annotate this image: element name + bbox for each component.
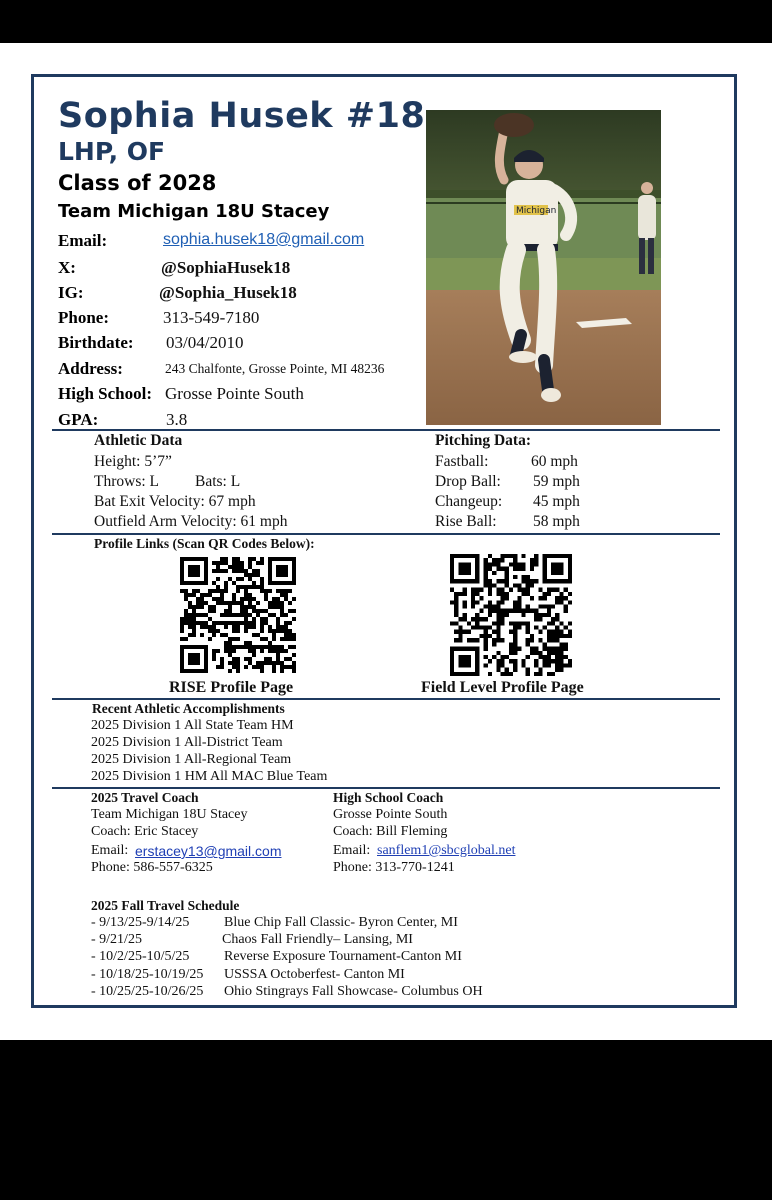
divider bbox=[52, 787, 720, 789]
hs-coach-phone: Phone: 313-770-1241 bbox=[333, 860, 455, 875]
phone-value: 313-549-7180 bbox=[163, 308, 260, 327]
travel-coach-title: 2025 Travel Coach bbox=[91, 790, 199, 805]
schedule-dates: - 9/13/25-9/14/25 bbox=[91, 915, 190, 930]
schedule-dates: - 10/25/25-10/26/25 bbox=[91, 984, 204, 999]
pitch-name: Rise Ball: bbox=[435, 513, 497, 530]
travel-coach-email-link[interactable]: erstacey13@gmail.com bbox=[135, 843, 282, 859]
field-level-qr-code[interactable] bbox=[450, 554, 572, 676]
hs-coach-email-label: Email: bbox=[333, 843, 371, 858]
pitch-name: Changeup: bbox=[435, 493, 503, 510]
hs-coach-school: Grosse Pointe South bbox=[333, 807, 448, 822]
high-school-value: Grosse Pointe South bbox=[165, 384, 304, 403]
schedule-dates: - 10/18/25-10/19/25 bbox=[91, 967, 204, 982]
hs-coach-email-link[interactable]: sanflem1@sbcglobal.net bbox=[377, 843, 516, 858]
email-link[interactable]: sophia.husek18@gmail.com bbox=[163, 231, 365, 248]
x-label: X: bbox=[58, 258, 76, 277]
hs-coach-name: Coach: Bill Fleming bbox=[333, 824, 448, 839]
address-label: Address: bbox=[58, 359, 123, 378]
class-year: Class of 2028 bbox=[58, 171, 217, 195]
schedule-event: Reverse Exposure Tournament-Canton MI bbox=[224, 949, 462, 964]
pitch-name: Drop Ball: bbox=[435, 473, 501, 490]
travel-coach-email-label: Email: bbox=[91, 843, 129, 858]
email-label: Email: bbox=[58, 231, 108, 250]
divider bbox=[52, 429, 720, 431]
ig-handle: @Sophia_Husek18 bbox=[159, 283, 297, 302]
divider bbox=[52, 698, 720, 700]
hs-coach-title: High School Coach bbox=[333, 790, 444, 805]
profile-links-title: Profile Links (Scan QR Codes Below): bbox=[94, 536, 315, 551]
schedule-event: Ohio Stingrays Fall Showcase- Columbus OH bbox=[224, 984, 483, 999]
outfield-arm-velocity: Outfield Arm Velocity: 61 mph bbox=[94, 513, 288, 530]
divider bbox=[52, 533, 720, 535]
phone-label: Phone: bbox=[58, 308, 109, 327]
schedule-dates: - 10/2/25-10/5/25 bbox=[91, 949, 190, 964]
pitch-speed: 59 mph bbox=[533, 473, 580, 490]
throws: Throws: L bbox=[94, 473, 160, 490]
accomplishment-item: 2025 Division 1 All-District Team bbox=[91, 735, 283, 750]
schedule-event: USSSA Octoberfest- Canton MI bbox=[224, 967, 405, 982]
high-school-label: High School: bbox=[58, 384, 152, 403]
gpa-label: GPA: bbox=[58, 410, 99, 429]
accomplishment-item: 2025 Division 1 All State Team HM bbox=[91, 718, 294, 733]
pitch-speed: 58 mph bbox=[533, 513, 580, 530]
travel-coach-name: Coach: Eric Stacey bbox=[91, 824, 199, 839]
pitching-data-title: Pitching Data: bbox=[435, 432, 532, 449]
rise-qr-code[interactable] bbox=[180, 557, 296, 673]
height: Height: 5’7” bbox=[94, 453, 172, 470]
team-name: Team Michigan 18U Stacey bbox=[58, 201, 330, 222]
pitch-speed: 60 mph bbox=[531, 453, 578, 470]
field-level-profile-label: Field Level Profile Page bbox=[421, 679, 584, 696]
travel-coach-phone: Phone: 586-557-6325 bbox=[91, 860, 213, 875]
player-name: Sophia Husek #18 bbox=[58, 96, 426, 136]
pitch-name: Fastball: bbox=[435, 453, 489, 470]
birthdate-label: Birthdate: bbox=[58, 333, 134, 352]
schedule-event: Chaos Fall Friendly– Lansing, MI bbox=[222, 932, 413, 947]
address-value: 243 Chalfonte, Grosse Pointe, MI 48236 bbox=[165, 361, 385, 376]
rise-profile-label: RISE Profile Page bbox=[169, 679, 294, 696]
accomplishment-item: 2025 Division 1 All-Regional Team bbox=[91, 752, 292, 767]
pitch-speed: 45 mph bbox=[533, 493, 580, 510]
athletic-data-title: Athletic Data bbox=[94, 432, 183, 449]
player-photo bbox=[426, 110, 661, 425]
schedule-event: Blue Chip Fall Classic- Byron Center, MI bbox=[224, 915, 458, 930]
schedule-title: 2025 Fall Travel Schedule bbox=[91, 898, 240, 913]
accomplishment-item: 2025 Division 1 HM All MAC Blue Team bbox=[91, 769, 328, 784]
schedule-dates: - 9/21/25 bbox=[91, 932, 142, 947]
player-positions: LHP, OF bbox=[58, 137, 166, 166]
bat-exit-velocity: Bat Exit Velocity: 67 mph bbox=[94, 493, 256, 510]
travel-coach-team: Team Michigan 18U Stacey bbox=[91, 807, 248, 822]
svg-text:Michigan: Michigan bbox=[516, 206, 557, 216]
birthdate-value: 03/04/2010 bbox=[166, 333, 244, 352]
gpa-value: 3.8 bbox=[166, 410, 188, 429]
accomplishments-title: Recent Athletic Accomplishments bbox=[92, 701, 285, 716]
x-handle: @SophiaHusek18 bbox=[161, 258, 291, 277]
ig-label: IG: bbox=[58, 283, 84, 302]
bats: Bats: L bbox=[195, 473, 241, 490]
